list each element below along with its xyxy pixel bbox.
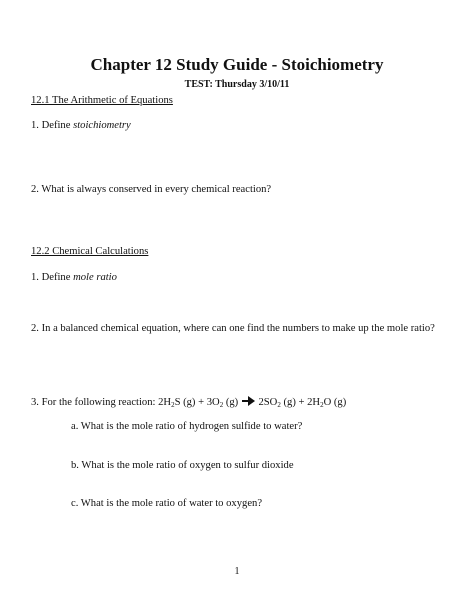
- term-stoichiometry: stoichiometry: [73, 120, 131, 131]
- reactants: $2H_2S$ $(g) + 3O_2$ (g): [158, 397, 241, 409]
- question-text: 3. For the following reaction:: [31, 397, 159, 408]
- question-conserved: 2. What is always conserved in every chemical reaction?: [31, 184, 272, 195]
- reaction-arrow-icon: [242, 396, 255, 406]
- test-date-subtitle: TEST: Thursday 3/10/11: [184, 79, 290, 90]
- term-mole-ratio: mole ratio: [73, 272, 117, 283]
- products: $2SO_2$ $(g) + 2H_2O$ (g): [255, 397, 347, 409]
- question-reaction: [31, 395, 346, 410]
- page-title: Chapter 12 Study Guide - Stoichiometry: [90, 55, 384, 74]
- page-number: 1: [234, 566, 240, 577]
- question-define-stoichiometry: [31, 118, 131, 133]
- question-text: 1. Define: [31, 120, 74, 131]
- question-define-mole-ratio: [31, 270, 117, 285]
- question-mole-ratio-source: 2. In a balanced chemical equation, where can one find the numbers to make up the mole ratio?: [31, 323, 435, 334]
- subquestion-c: c. What is the mole ratio of water to oxygen?: [71, 498, 263, 509]
- subquestion-a: a. What is the mole ratio of hydrogen sulfide to water?: [71, 421, 303, 432]
- question-text: 1. Define: [31, 272, 74, 283]
- section-heading-12-2: 12.2 Chemical Calculations: [31, 246, 149, 257]
- subquestion-b: b. What is the mole ratio of oxygen to sulfur dioxide: [71, 460, 294, 471]
- section-heading-12-1: 12.1 The Arithmetic of Equations: [31, 95, 173, 106]
